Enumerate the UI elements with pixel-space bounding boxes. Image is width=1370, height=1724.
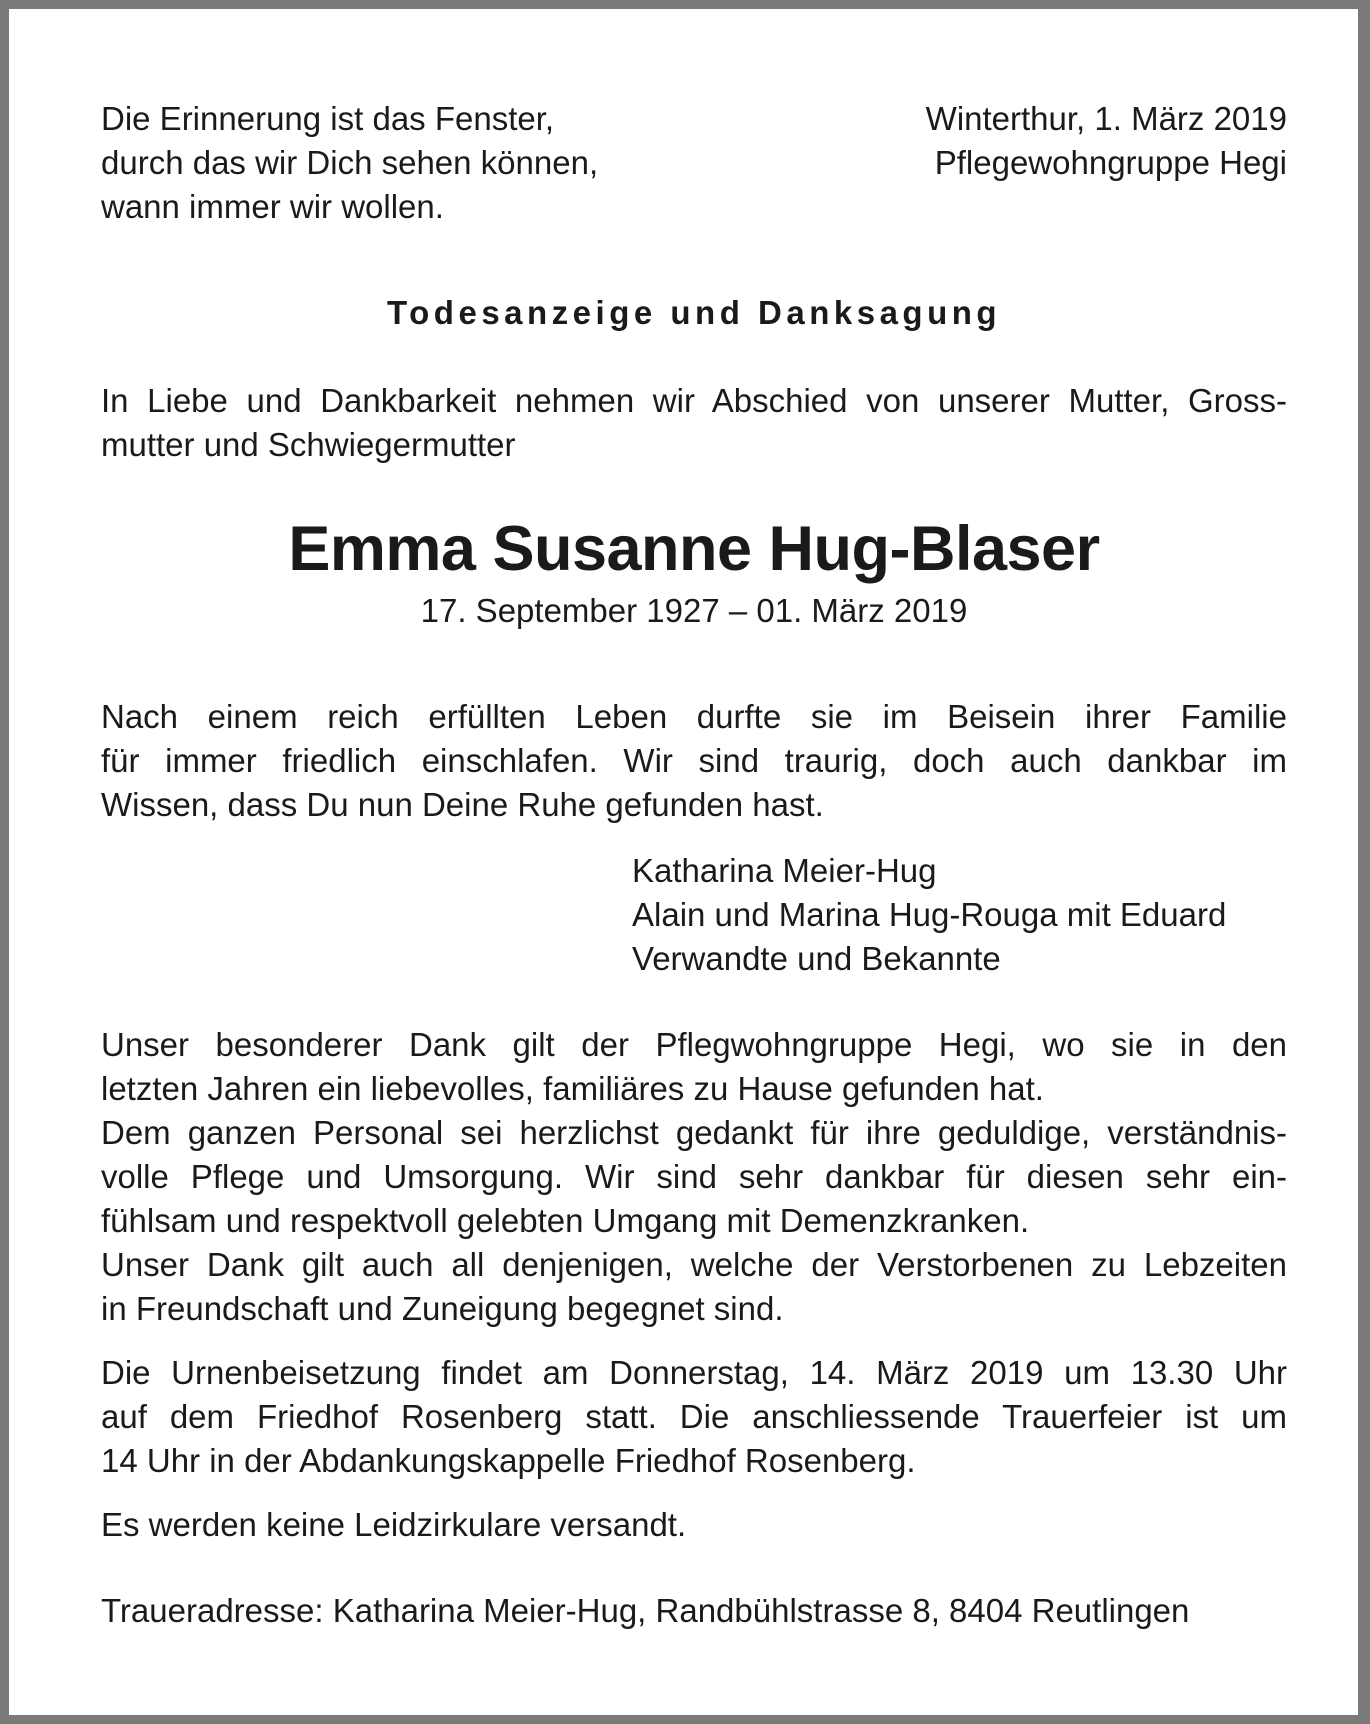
paragraph-line: Unser besonderer Dank gilt der Pflegwohngruppe Hegi, wo sie in den <box>101 1026 1287 1063</box>
paragraph-line: letzten Jahren ein liebevolles, familiäres zu Hause gefunden hat. <box>101 1070 1044 1107</box>
intro-line: In Liebe und Dankbarkeit nehmen wir Abschied von unserer Mutter, Gross- <box>101 382 1287 419</box>
signer: Katharina Meier-Hug <box>632 852 937 889</box>
paragraph-farewell <box>101 695 1287 827</box>
paragraph-burial <box>101 1351 1287 1483</box>
paragraph-line: fühlsam und respektvoll gelebten Umgang mit Demenzkranken. <box>101 1202 1030 1239</box>
signers-list <box>632 849 1287 981</box>
paragraph-line: Die Urnenbeisetzung findet am Donnerstag, 14. März 2019 um 13.30 Uhr <box>101 1354 1287 1391</box>
place-date-block <box>926 97 1287 229</box>
motto-line: durch das wir Dich sehen können, <box>101 144 599 181</box>
paragraph-line: Wissen, dass Du nun Deine Ruhe gefunden hast. <box>101 786 824 823</box>
header-row <box>101 97 1287 229</box>
paragraph-line: Nach einem reich erfüllten Leben durfte sie im Beisein ihrer Familie <box>101 698 1287 735</box>
intro-line: mutter und Schwiegermutter <box>101 426 516 463</box>
paragraph-line: in Freundschaft und Zuneigung begegnet sind. <box>101 1290 784 1327</box>
notice-heading: Todesanzeige und Danksagung <box>386 294 1002 331</box>
motto-line: wann immer wir wollen. <box>101 188 444 225</box>
mourning-address: Traueradresse: Katharina Meier-Hug, Randbühlstrasse 8, 8404 Reutlingen <box>101 1592 1190 1629</box>
paragraph-line: Dem ganzen Personal sei herzlichst gedankt für ihre geduldige, verständnis- <box>101 1114 1287 1151</box>
paragraph-no-circulars: Es werden keine Leidzirkulare versandt. <box>101 1506 687 1543</box>
signer: Verwandte und Bekannte <box>632 940 1001 977</box>
paragraph-line: für immer friedlich einschlafen. Wir sind traurig, doch auch dankbar im <box>101 742 1287 779</box>
notice-content <box>101 97 1287 1633</box>
motto-line: Die Erinnerung ist das Fenster, <box>101 100 555 137</box>
life-dates: 17. September 1927 – 01. März 2019 <box>420 592 968 629</box>
signer: Alain und Marina Hug-Rouga mit Eduard <box>632 896 1227 933</box>
institution-name: Pflegewohngruppe Hegi <box>934 144 1287 181</box>
paragraph-thanks <box>101 1023 1287 1331</box>
intro-text <box>101 379 1287 467</box>
place-date: Winterthur, 1. März 2019 <box>925 100 1287 137</box>
motto-quote <box>101 97 598 229</box>
paragraph-line: 14 Uhr in der Abdankungskappelle Friedhof Rosenberg. <box>101 1442 916 1479</box>
deceased-name: Emma Susanne Hug-Blaser <box>288 514 1100 584</box>
paragraph-line: Unser Dank gilt auch all denjenigen, welche der Verstorbenen zu Lebzeiten <box>101 1246 1287 1283</box>
paragraph-line: volle Pflege und Umsorgung. Wir sind sehr dankbar für diesen sehr ein- <box>101 1158 1287 1195</box>
paragraph-line: auf dem Friedhof Rosenberg statt. Die anschliessende Trauerfeier ist um <box>101 1398 1287 1435</box>
